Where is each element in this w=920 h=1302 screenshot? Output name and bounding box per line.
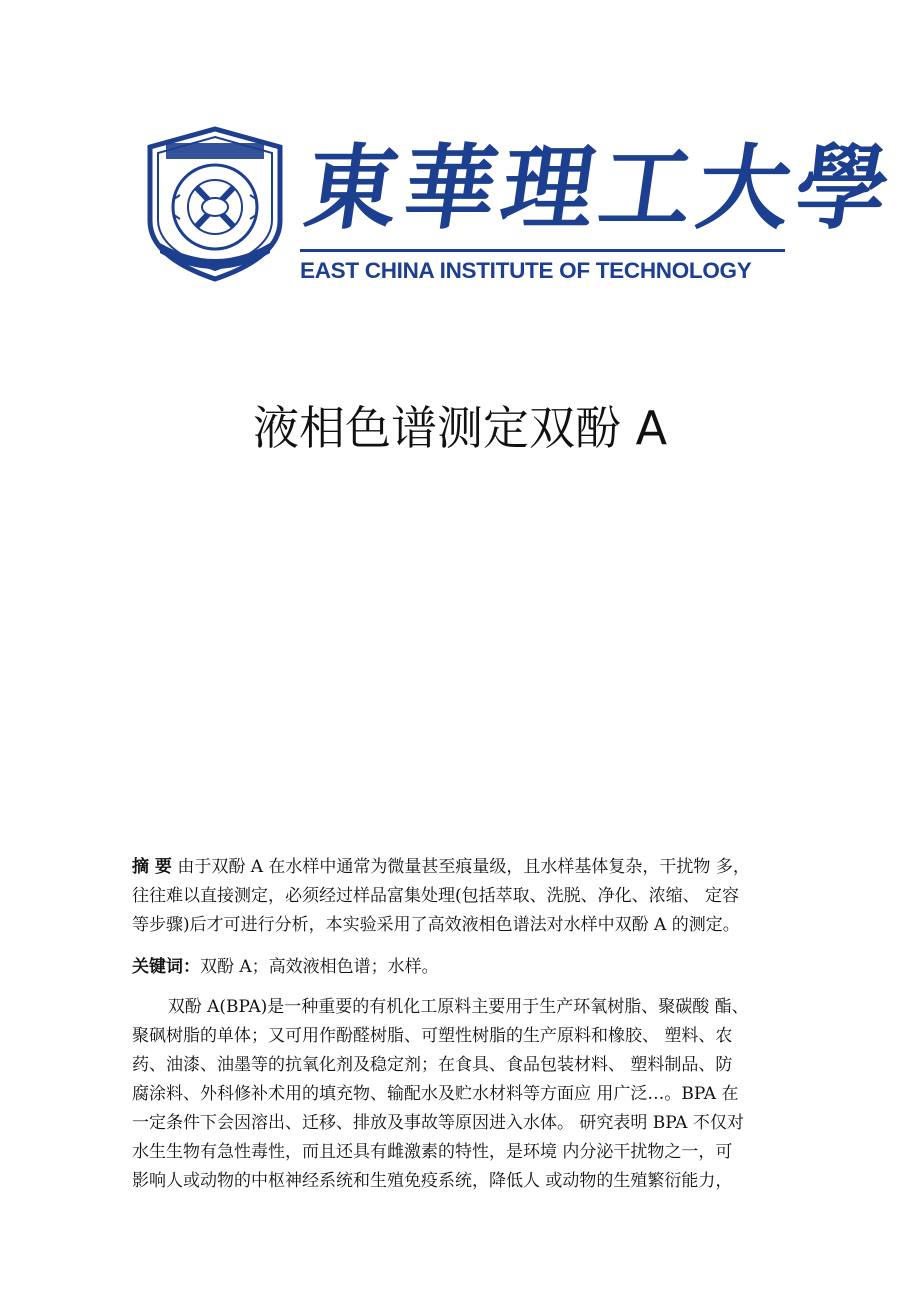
body-line: 水生生物有急性毒性，而且还具有雌激素的特性，是环境 内分泌干扰物之一，可 <box>132 1142 733 1162</box>
abstract-line-2: 往往难以直接测定，必须经过样品富集处理(包括萃取、洗脱、净化、浓缩、 定容 <box>132 886 740 906</box>
body-line: 腐涂料、外科修补术用的填充物、输配水及贮水材料等方面应 用广泛…。BPA 在 <box>132 1084 739 1104</box>
body-line: 药、油漆、油墨等的抗氧化剂及稳定剂；在食具、食品包装材料、 塑料制品、防 <box>132 1055 733 1075</box>
university-name-english: EAST CHINA INSTITUTE OF TECHNOLOGY <box>300 258 752 283</box>
keywords-label: 关键词： <box>132 957 200 977</box>
body-line: 聚砜树脂的单体；又可用作酚醛树脂、可塑性树脂的生产原料和橡胶、 塑料、农 <box>132 1026 733 1046</box>
keywords-section <box>132 953 804 982</box>
abstract-text: 由于双酚 A 在水样中通常为微量甚至痕量级，且水样基体复杂，干扰物 多， <box>177 857 750 877</box>
abstract-label: 摘 要 <box>132 857 172 877</box>
body-line: 双酚 A(BPA)是一种重要的有机化工原料主要用于生产环氧树脂、聚碳酸 酯、 <box>167 997 749 1017</box>
university-seal-emblem <box>140 125 290 283</box>
document-title: 液相色谱测定双酚 A <box>252 401 668 455</box>
abstract-section <box>132 853 804 940</box>
logo-divider <box>300 249 785 252</box>
body-paragraph <box>132 993 804 1196</box>
abstract-line-3: 等步骤)后才可进行分析，本实验采用了高效液相色谱法对水样中双酚 A 的测定。 <box>132 915 740 935</box>
keywords-text: 双酚 A；高效液相色谱；水样。 <box>200 957 439 977</box>
university-name-chinese: 東華理工大學 <box>298 134 902 242</box>
body-line: 影响人或动物的中枢神经系统和生殖免疫系统，降低人 或动物的生殖繁衍能力， <box>132 1171 733 1191</box>
university-logo <box>140 125 902 285</box>
body-line: 一定条件下会因溶出、迁移、排放及事故等原因进入水体。 研究表明 BPA 不仅对 <box>132 1113 744 1133</box>
abstract-line-1 <box>132 853 804 882</box>
